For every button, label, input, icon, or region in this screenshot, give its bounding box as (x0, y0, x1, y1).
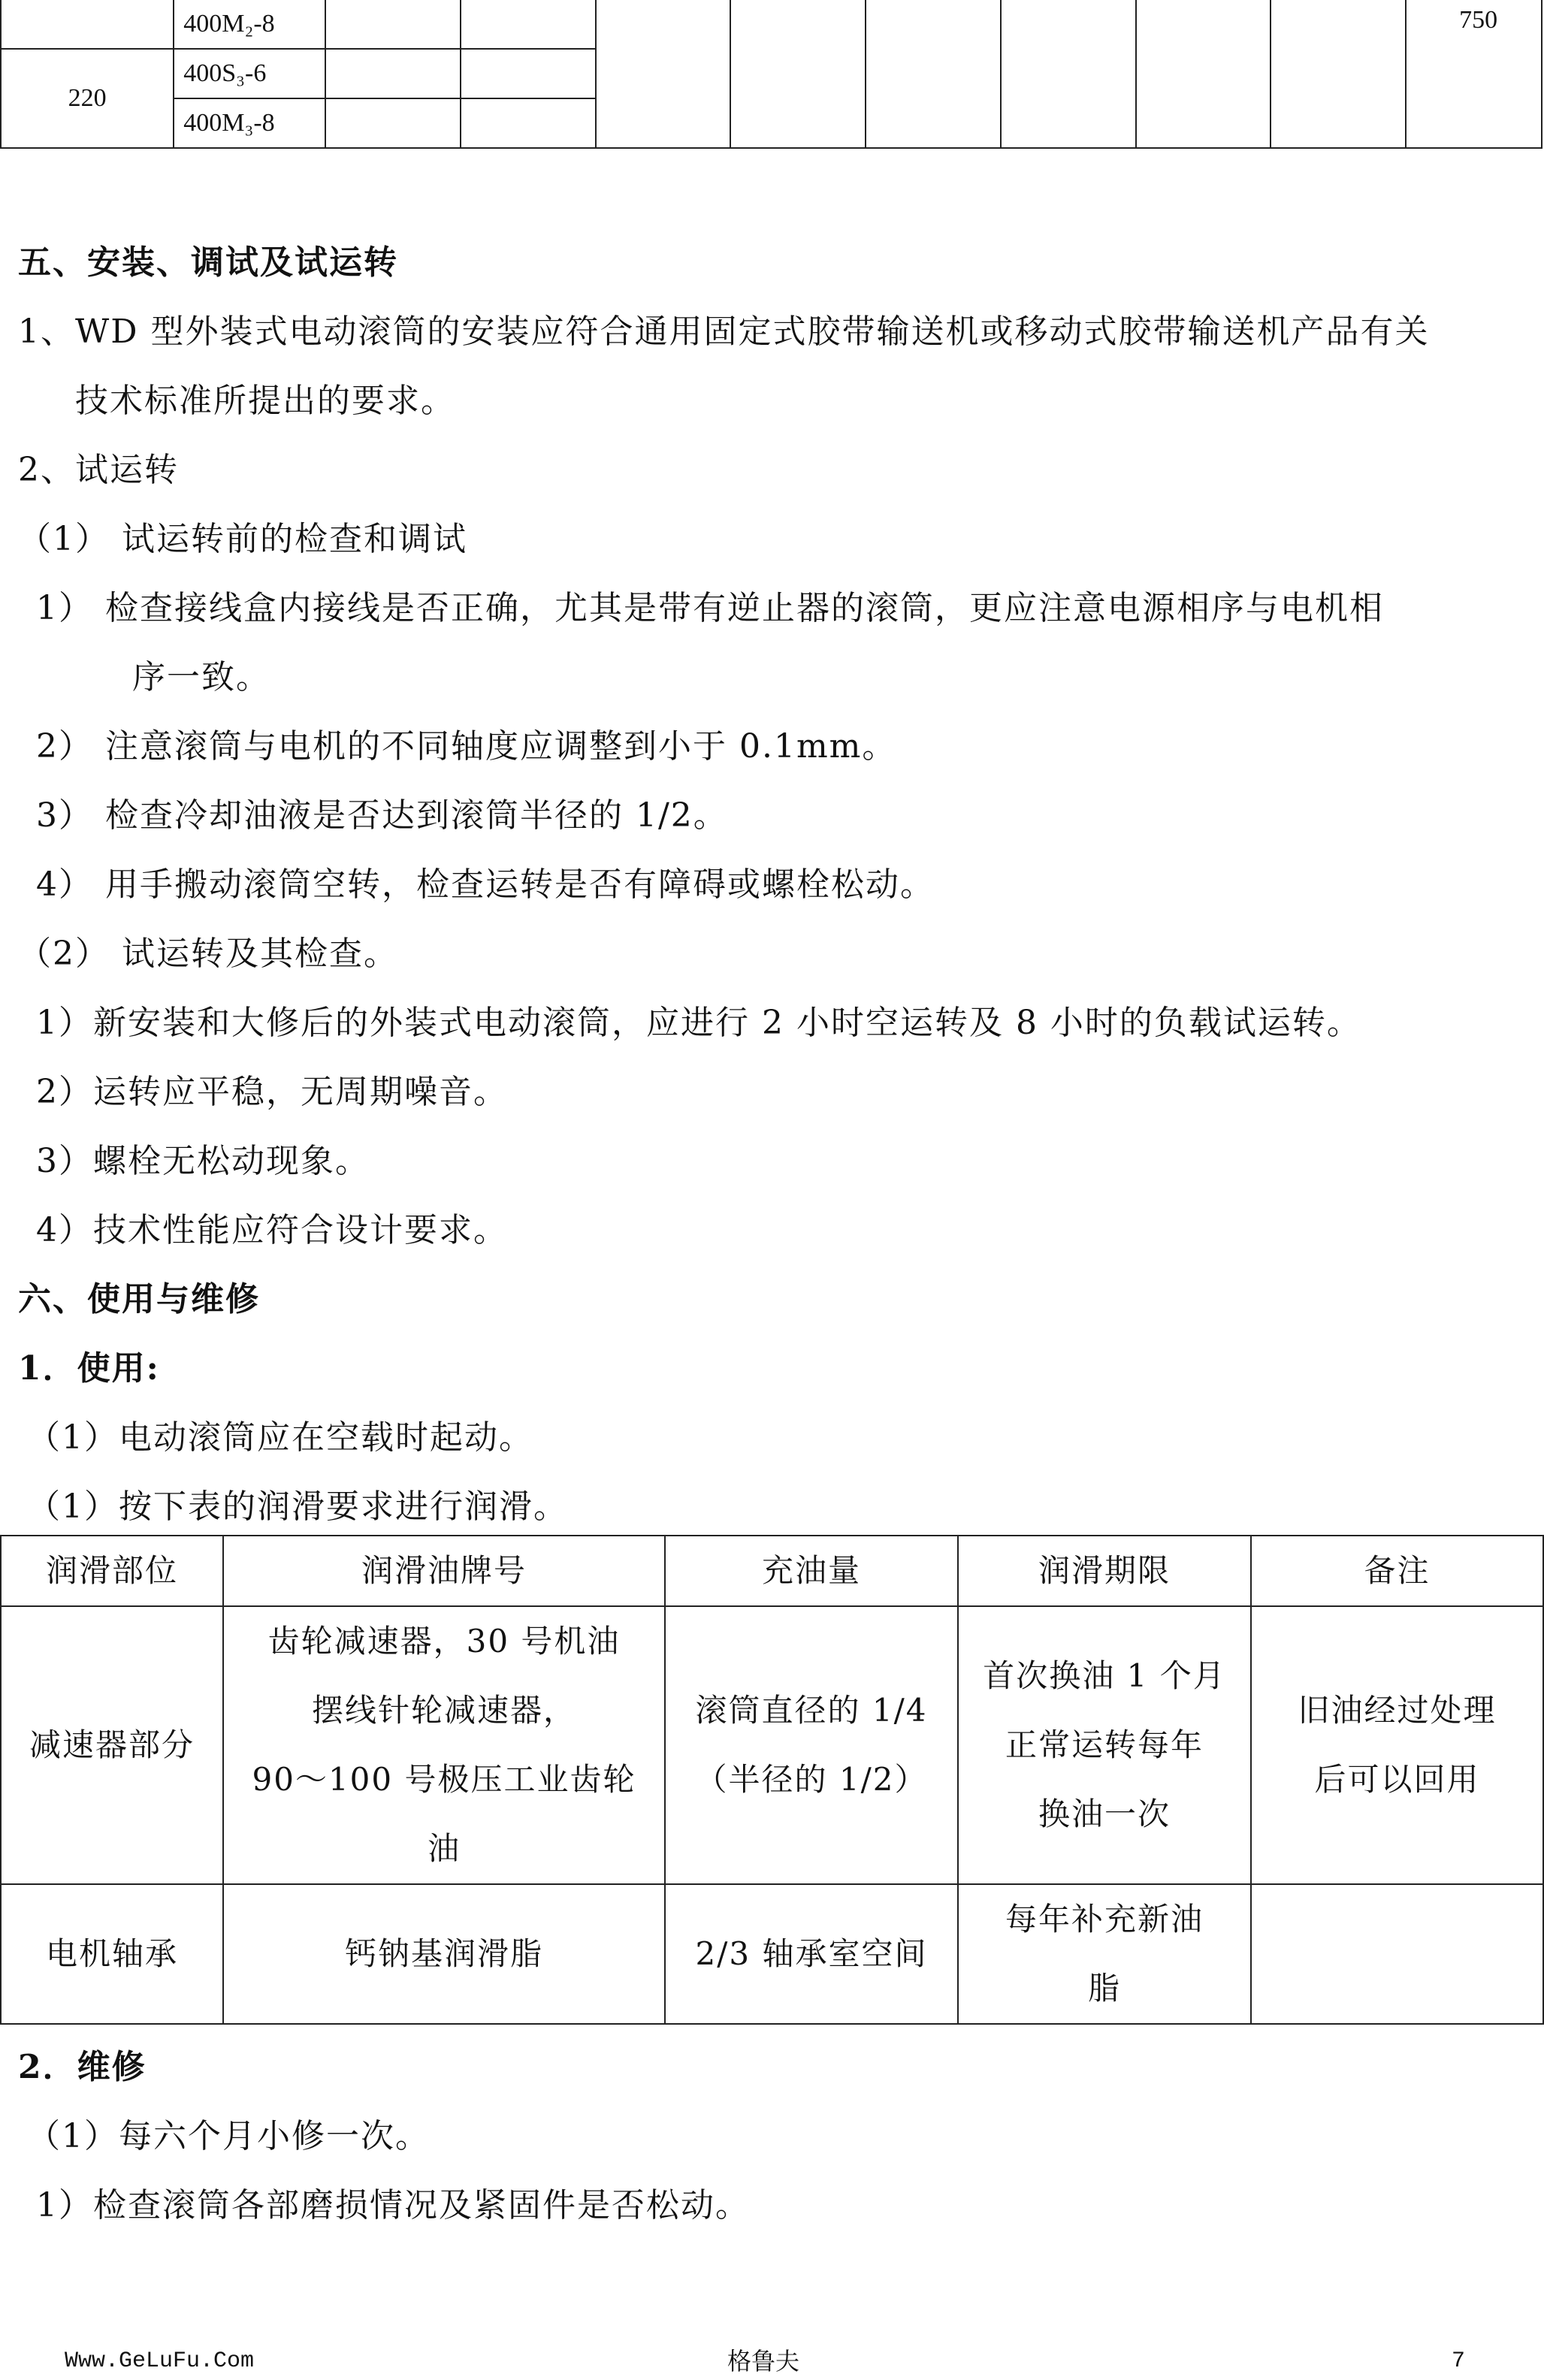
table-row (1, 1606, 1543, 1884)
spec-table-continuation (0, 0, 1542, 149)
column-header: 润滑期限 (958, 1536, 1251, 1606)
amount-cell: 2/3 轴承室空间 (665, 1884, 958, 2024)
footer-brand: 格鲁夫 (727, 2347, 800, 2375)
model-cell: 400S₃-6 (174, 49, 325, 98)
lubrication-table (0, 1535, 1544, 2025)
paragraph: 1、WD 型外装式电动滚筒的安装应符合通用固定式胶带输送机或移动式胶带输送机产品有关 (18, 313, 1430, 351)
list-item: （1）每六个月小修一次。 (27, 2117, 430, 2155)
list-item: 4）技术性能应符合设计要求。 (36, 1211, 508, 1249)
model-cell: 400M₃-8 (174, 98, 325, 148)
oil-cell: 齿轮减速器，30 号机油 摆线针轮减速器， 90～100 号极压工业齿轮 油 (223, 1606, 665, 1884)
list-item: 1）新安装和大修后的外装式电动滚筒，应进行 2 小时空运转及 8 小时的负载试运转。 (36, 1004, 1361, 1042)
list-item: 2） 注意滚筒与电机的不同轴度应调整到小于 0.1mm。 (36, 727, 897, 766)
value-cell: 750 (1406, 0, 1542, 148)
oil-cell: 钙钠基润滑脂 (223, 1884, 665, 2024)
footer-website: Www.GeLuFu.Com (65, 2348, 255, 2374)
list-item: 序一致。 (132, 658, 270, 696)
column-header: 润滑油牌号 (223, 1536, 665, 1606)
section-heading: 五、安装、调试及试运转 (18, 243, 398, 282)
amount-cell: 滚筒直径的 1/4 （半径的 1/2） (665, 1606, 958, 1884)
subheading: 2．维修 (18, 2048, 147, 2086)
list-item: （1）电动滚筒应在空载时起动。 (27, 1418, 533, 1457)
list-item: 3）螺栓无松动现象。 (36, 1142, 370, 1180)
part-cell: 减速器部分 (1, 1606, 223, 1884)
subheading: （1） 试运转前的检查和调试 (18, 520, 467, 558)
subheading: 1．使用: (18, 1349, 160, 1388)
column-header: 润滑部位 (1, 1536, 223, 1606)
list-item: 1） 检查接线盒内接线是否正确，尤其是带有逆止器的滚筒，更应注意电源相序与电机相 (36, 589, 1384, 627)
column-header: 充油量 (665, 1536, 958, 1606)
table-row (1, 1884, 1543, 2024)
paragraph: 2、试运转 (18, 451, 179, 489)
note-cell: 旧油经过处理 后可以回用 (1251, 1606, 1543, 1884)
list-item: 1）检查滚筒各部磨损情况及紧固件是否松动。 (36, 2186, 750, 2224)
part-cell: 电机轴承 (1, 1884, 223, 2024)
subheading: （2） 试运转及其检查。 (18, 935, 398, 973)
section-heading: 六、使用与维修 (18, 1280, 260, 1318)
list-item: 4） 用手搬动滚筒空转，检查运转是否有障碍或螺栓松动。 (36, 865, 935, 904)
table-row (1, 0, 1542, 49)
list-item: 2）运转应平稳，无周期噪音。 (36, 1073, 508, 1111)
paragraph: 技术标准所提出的要求。 (75, 382, 455, 420)
list-item: （1）按下表的润滑要求进行润滑。 (27, 1488, 568, 1526)
note-cell (1251, 1884, 1543, 2024)
model-cell: 400M₂-8 (174, 0, 325, 49)
list-item: 3） 检查冷却油液是否达到滚筒半径的 1/2。 (36, 796, 728, 835)
period-cell: 每年补充新油 脂 (958, 1884, 1251, 2024)
power-cell: 220 (1, 49, 174, 148)
table-header-row (1, 1536, 1543, 1606)
page-number: 7 (1452, 2348, 1466, 2374)
column-header: 备注 (1251, 1536, 1543, 1606)
period-cell: 首次换油 1 个月 正常运转每年 换油一次 (958, 1606, 1251, 1884)
